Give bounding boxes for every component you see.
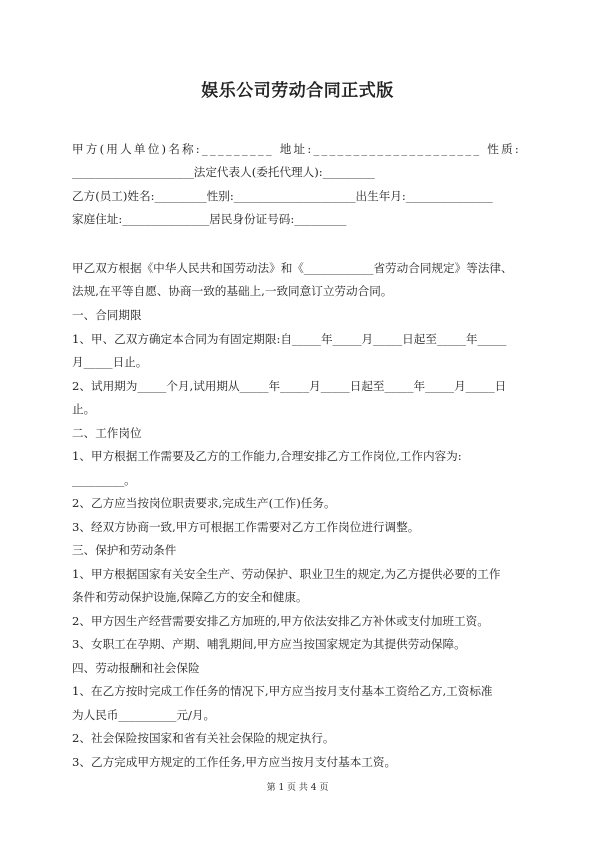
body-line: 3、乙方完成甲方规定的工作任务,甲方应当按月支付基本工资。: [72, 755, 397, 769]
body-line: 1、在乙方按时完成工作任务的情况下,甲方应当按月支付基本工资给乙方,工资标准: [72, 684, 493, 698]
header-line-text: 甲方(用人单位)名称:_________ 地址:_____________________ 性质:: [72, 142, 521, 156]
body-line: 3、女职工在孕期、产期、哺乳期间,甲方应当按国家规定为其提供劳动保障。: [72, 637, 466, 651]
header-line-address: 家庭住址:_______________居民身份证号码:_________: [72, 212, 347, 226]
header-line-party-b: 乙方(员工)姓名:_________性别:_____________________出生年月:_______________: [72, 189, 493, 203]
header-line-party-a: [72, 141, 524, 157]
body-line: 止。: [72, 402, 96, 416]
body-line: 条件和劳动保护设施,保障乙方的安全和健康。: [72, 590, 308, 604]
body-line: 2、社会保险按国家和省有关社会保险的规定执行。: [72, 731, 335, 745]
body-line: _________。: [72, 473, 136, 487]
body-line: 月_____日止。: [72, 355, 148, 369]
body-line: 1、甲方根据国家有关安全生产、劳动保护、职业卫生的规定,为乙方提供必要的工作: [72, 567, 501, 581]
body-line: 3、经双方协商一致,甲方可根据工作需要对乙方工作岗位进行调整。: [72, 520, 420, 534]
body-line: 甲乙双方根据《中华人民共和国劳动法》和《____________省劳动合同规定》等法律、: [72, 261, 513, 275]
body-line: 2、甲方因生产经营需要安排乙方加班的,甲方依法安排乙方补休或支付加班工资。: [72, 614, 489, 628]
body-line: 1、甲、乙双方确定本合同为有固定期限:自_____年_____月_____日起至_____年_____: [72, 332, 507, 346]
body-line: 1、甲方根据工作需要及乙方的工作能力,合理安排乙方工作岗位,工作内容为:: [72, 449, 462, 463]
body-line: 2、试用期为_____个月,试用期从_____年_____月_____日起至_____年_____月_____日: [72, 379, 507, 393]
section-heading: 一、合同期限: [72, 308, 142, 322]
body-line: 为人民币__________元/月。: [72, 708, 216, 722]
body-line: 法规,在平等自愿、协商一致的基础上,一致同意订立劳动合同。: [72, 284, 393, 298]
header-line-representative: _____________________法定代表人(委托代理人):_________: [72, 165, 375, 179]
document-title: 娱乐公司劳动合同正式版: [201, 81, 394, 101]
section-heading: 四、劳动报酬和社会保险: [72, 661, 200, 675]
section-heading: 三、保护和劳动条件: [72, 543, 177, 557]
page-footer: 第 1 页 共 4 页: [266, 783, 329, 793]
body-line: 2、乙方应当按岗位职责要求,完成生产(工作)任务。: [72, 496, 336, 510]
section-heading: 二、工作岗位: [72, 426, 142, 440]
